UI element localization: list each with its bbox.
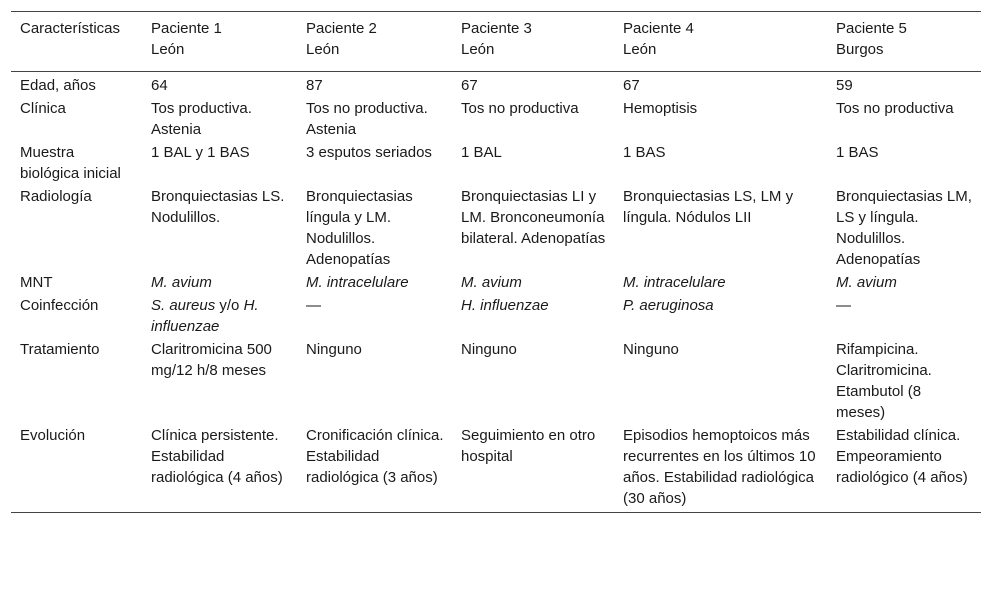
table-cell: 1 BAL y 1 BAS [151,144,250,161]
row-label: Clínica [20,100,66,117]
table-row [11,339,981,425]
header-characteristics: Características [20,20,121,37]
table-cell: H. influenzae [461,297,549,314]
table-row [11,272,981,295]
table-cell: Ninguno [623,341,679,358]
table-cell: Ninguno [306,341,362,358]
table-cell: 1 BAL [461,144,502,161]
table-row [11,295,981,339]
table-row [11,98,981,142]
table-cell: 67 [623,77,640,94]
table-cell: 64 [151,77,168,94]
table-cell: Episodios hemoptoicos más recurrentes en los últimos 10 años. Estabilidad radiológica (30 años) [623,427,816,507]
table-cell: — [306,297,321,314]
table-cell: 87 [306,77,323,94]
table-cell: Tos no productiva [461,100,579,117]
row-label: Edad, años [20,77,96,94]
table-cell: Cronificación clínica. Estabilidad radiológica (3 años) [306,427,444,486]
table-cell: Clínica persistente. Estabilidad radiológica (4 años) [151,427,283,486]
row-label: Coinfección [20,297,99,314]
table-row [11,425,981,513]
table-cell: M. avium [836,274,897,291]
header-patient-5: Paciente 5 Burgos [836,20,907,58]
table-cell: Tos productiva. Astenia [151,100,252,138]
header-patient-3: Paciente 3 León [461,20,532,58]
table-cell: Seguimiento en otro hospital [461,427,596,465]
table-row [11,72,981,99]
table-cell: 3 esputos seriados [306,144,432,161]
table-cell: 1 BAS [623,144,666,161]
row-label: MNT [20,274,53,291]
table-cell: P. aeruginosa [623,297,714,314]
table-cell: Rifampicina. Claritromicina. Etambutol (8 meses) [836,341,932,421]
table-cell: 1 BAS [836,144,879,161]
header-patient-1: Paciente 1 León [151,20,222,58]
table-cell: Claritromicina 500 mg/12 h/8 meses [151,341,272,379]
table-cell: Ninguno [461,341,517,358]
table-cell: Tos no productiva. Astenia [306,100,428,138]
table-cell: M. intracelulare [306,274,409,291]
table-cell: Bronquiectasias língula y LM. Nodulillos. Adenopatías [306,188,413,268]
table-cell: Hemoptisis [623,100,698,117]
table-cell: 59 [836,77,853,94]
table-cell: S. aureus y/o H. influenzae [151,297,259,335]
header-patient-4: Paciente 4 León [623,20,694,58]
table-cell: Bronquiectasias LS, LM y língula. Nódulos LII [623,188,794,226]
header-row [11,12,981,72]
table-cell: 67 [461,77,478,94]
row-label: Muestra biológica inicial [20,144,121,182]
table-cell: Bronquiectasias LS. Nodulillos. [151,188,285,226]
row-label: Radiología [20,188,92,205]
table-cell: M. avium [461,274,522,291]
row-label: Tratamiento [20,341,100,358]
table-cell: Tos no productiva [836,100,954,117]
table-row [11,186,981,272]
table-cell: M. avium [151,274,212,291]
table-cell: M. intracelulare [623,274,726,291]
table-cell: Bronquiectasias LM, LS y língula. Nodulillos. Adenopatías [836,188,972,268]
table-cell: — [836,297,851,314]
table-cell: Bronquiectasias LI y LM. Bronconeumonía bilateral. Adenopatías [461,188,606,247]
table-cell: Estabilidad clínica. Empeoramiento radiológico (4 años) [836,427,968,486]
characteristics-table [11,11,981,513]
header-patient-2: Paciente 2 León [306,20,377,58]
row-label: Evolución [20,427,86,444]
table-row [11,142,981,186]
